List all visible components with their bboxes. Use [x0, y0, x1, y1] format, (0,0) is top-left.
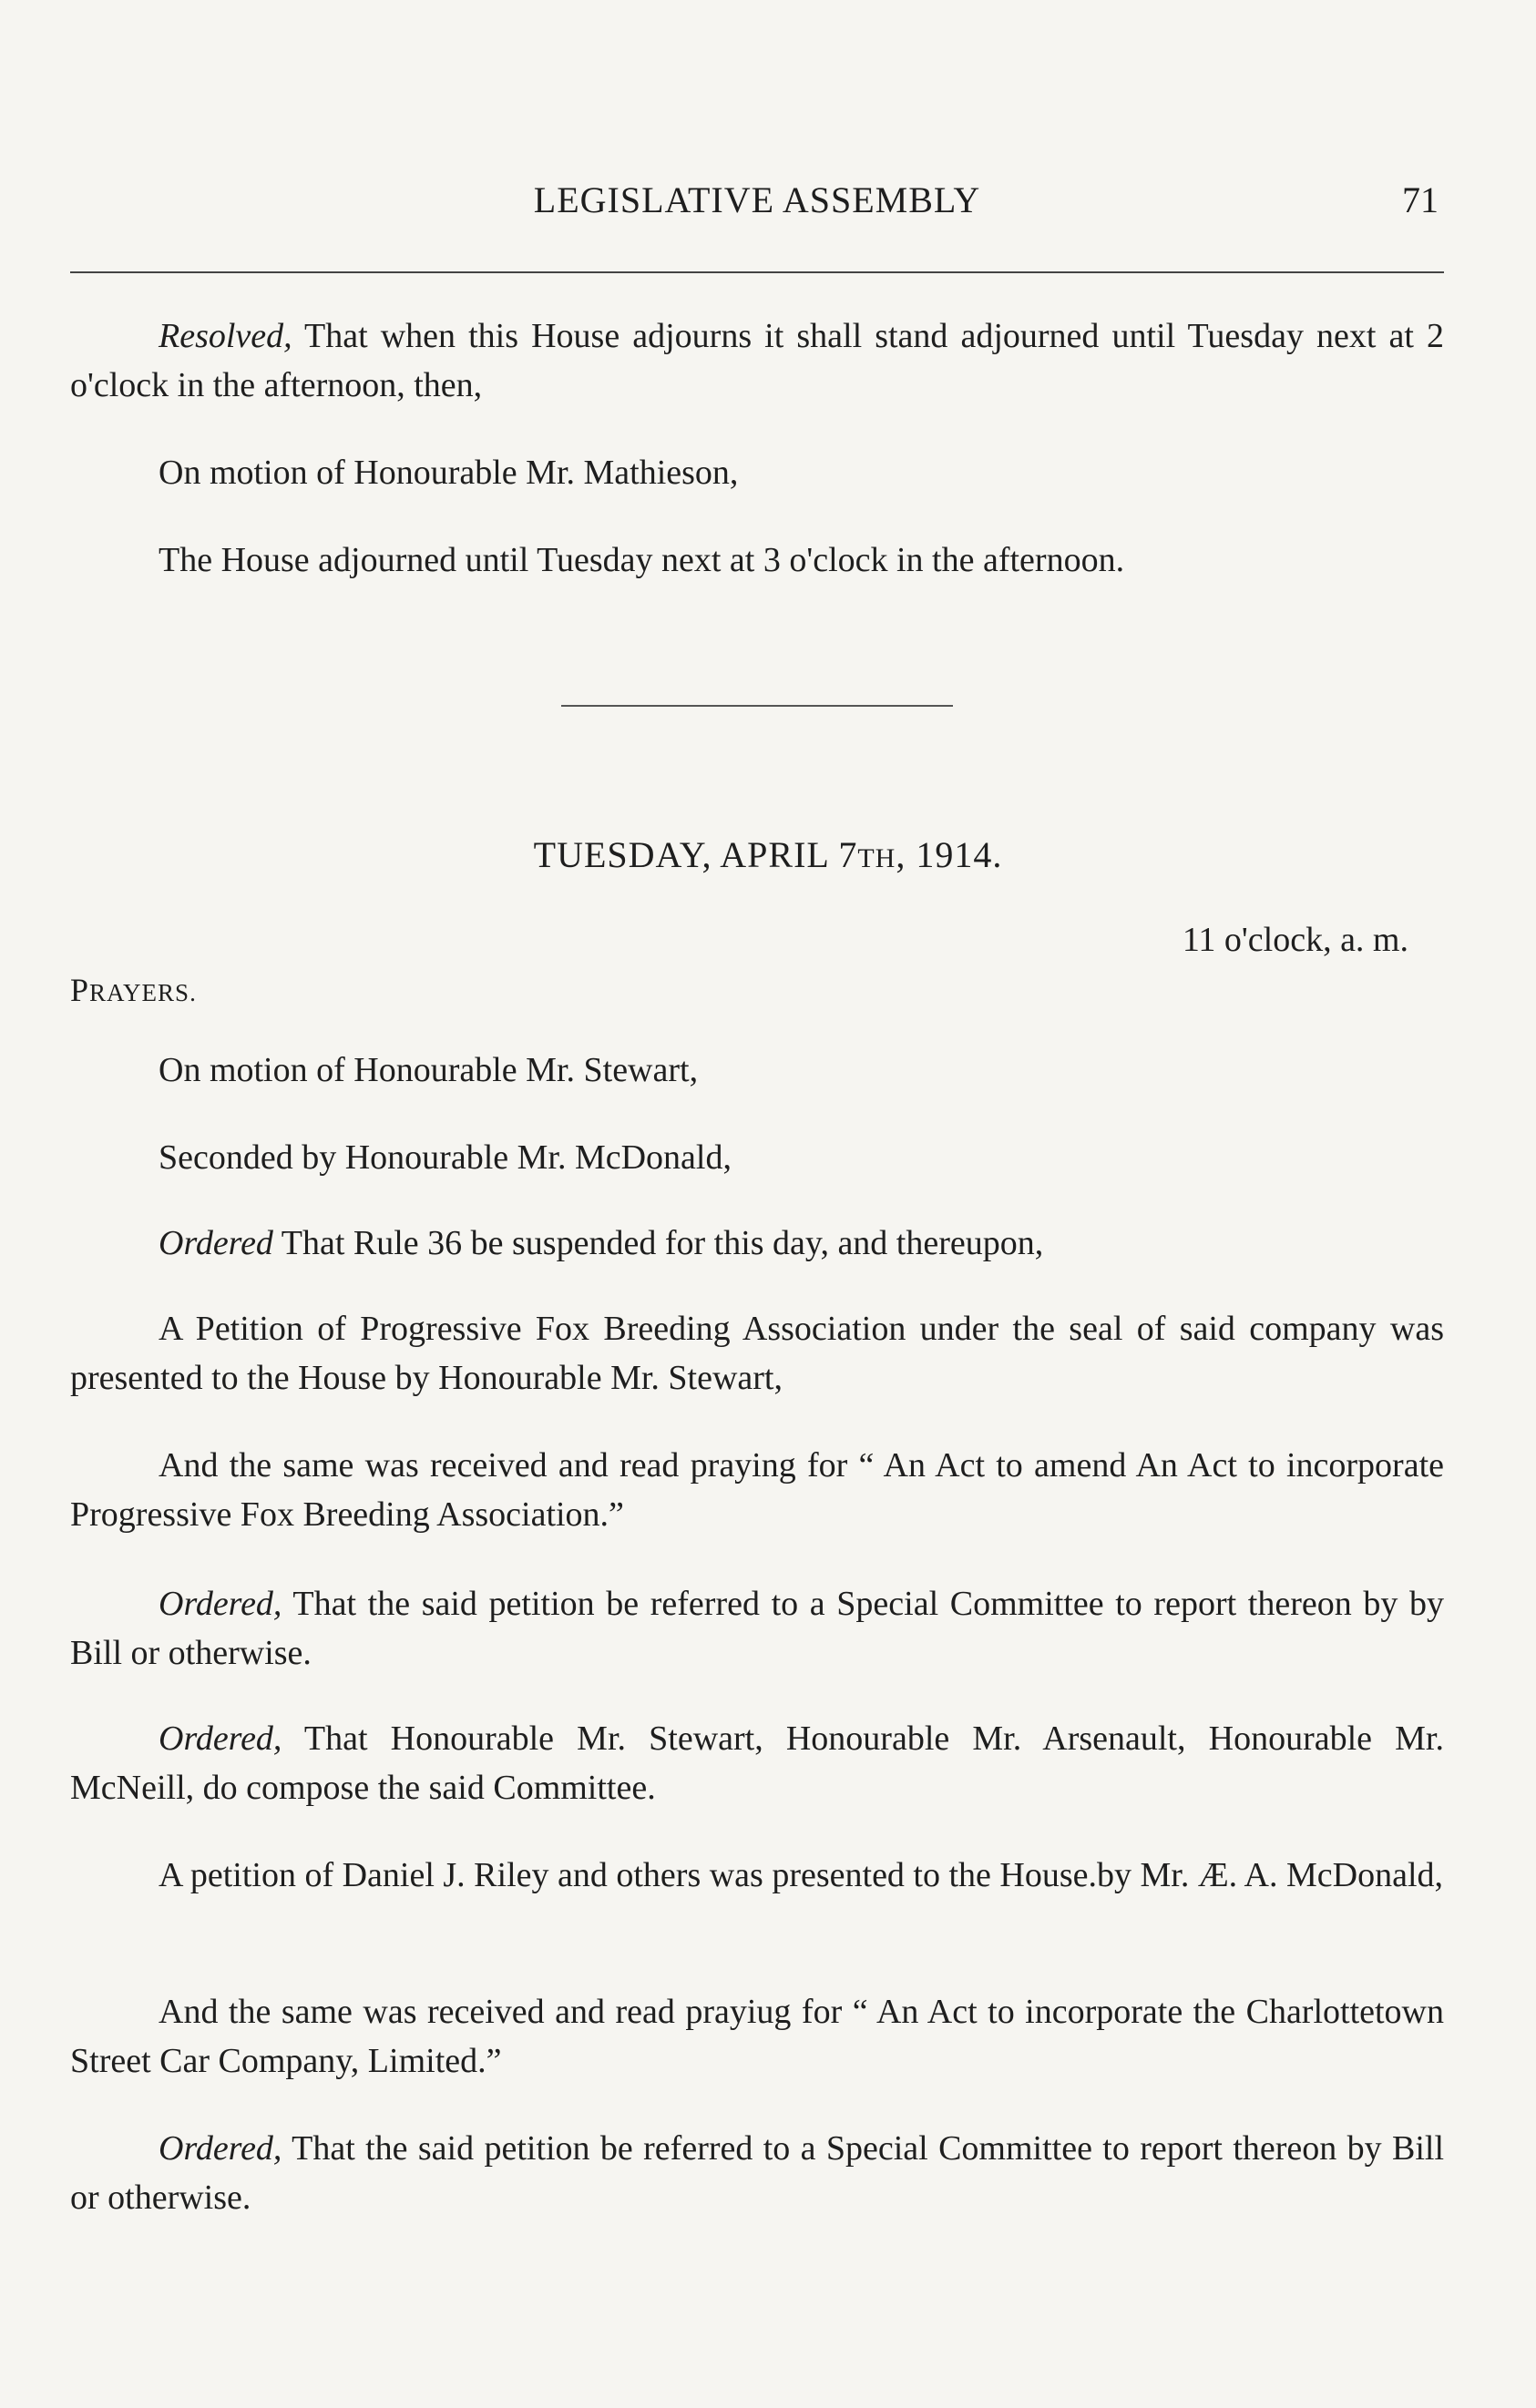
motion-mathieson: On motion of Honourable Mr. Mathieson,: [159, 454, 739, 492]
section-divider: [561, 705, 953, 707]
ordered-compose-text: That Honourable Mr. Stewart, Honourable Mr. Arsenault, Honourable Mr. McNeill, do compose the said Committee.: [70, 1719, 1444, 1807]
ordered-label: Ordered,: [159, 2129, 282, 2168]
ordered-committee-fox-paragraph: [70, 1579, 1444, 1678]
petition-fox-paragraph: A Petition of Progressive Fox Breeding Association under the seal of said company was presented to the House by Honourable Mr. Stewart,: [70, 1310, 1444, 1397]
ordered-committee-fox-text: That the said petition be referred to a Special Committee to report thereon by by Bill or otherwise.: [70, 1585, 1444, 1672]
header-rule: [70, 271, 1444, 273]
sitting-time: 11 o'clock, a. m.: [1182, 921, 1408, 959]
prayers-rest: RAYERS.: [89, 979, 197, 1006]
ordered-rule-paragraph: [70, 1219, 1444, 1268]
motion-stewart: On motion of Honourable Mr. Stewart,: [159, 1051, 699, 1089]
petition-riley-paragraph: A petition of Daniel J. Riley and others was presented to the House.by Mr. Æ. A. McDonald,: [159, 1856, 1444, 1894]
resolved-text: That when this House adjourns it shall stand adjourned until Tuesday next at 2 o'clock in the afternoon, then,: [70, 317, 1444, 404]
ordered-label: Ordered: [159, 1224, 273, 1262]
ordered-committee-street-text: That the said petition be referred to a Special Committee to report thereon by Bill or otherwise.: [70, 2129, 1444, 2217]
page-header: [70, 179, 1444, 242]
running-title: LEGISLATIVE ASSEMBLY: [533, 179, 981, 220]
seconded-mcdonald: Seconded by Honourable Mr. McDonald,: [159, 1138, 732, 1177]
resolved-paragraph: [70, 311, 1444, 410]
prayers-heading: [70, 971, 197, 1009]
date-heading: [0, 833, 1536, 876]
page-number: 71: [1402, 179, 1439, 220]
resolved-label: Resolved,: [159, 317, 292, 355]
adjournment-note: The House adjourned until Tuesday next at 3 o'clock in the afternoon.: [159, 541, 1125, 579]
date-suffix: TH: [857, 843, 896, 873]
ordered-rule-text: That Rule 36 be suspended for this day, and thereupon,: [272, 1224, 1044, 1262]
received-street-paragraph: And the same was received and read prayiug for “ An Act to incorporate the Charlottetown Street Car Company, Limited.”: [70, 1993, 1444, 2080]
received-fox-paragraph: And the same was received and read praying for “ An Act to amend An Act to incorporate Progressive Fox Breeding Association.”: [70, 1446, 1444, 1534]
ordered-label: Ordered,: [159, 1719, 282, 1758]
date-day-month: TUESDAY, APRIL 7: [533, 834, 858, 875]
ordered-label: Ordered,: [159, 1585, 282, 1623]
prayers-initial: P: [70, 972, 90, 1008]
ordered-committee-street-paragraph: [70, 2124, 1444, 2222]
ordered-compose-paragraph: [70, 1714, 1444, 1812]
date-year: , 1914.: [896, 834, 1003, 875]
